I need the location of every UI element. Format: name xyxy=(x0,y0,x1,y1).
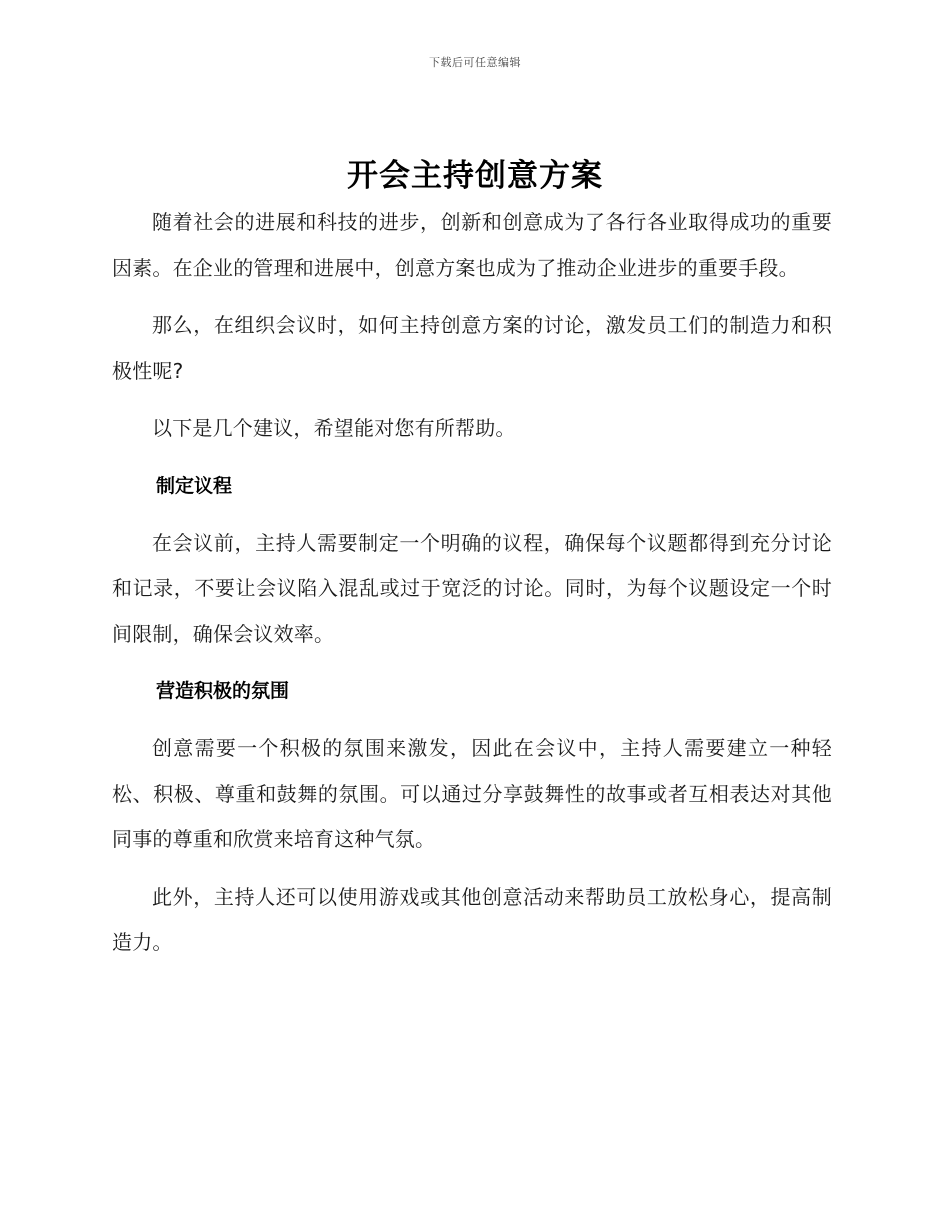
paragraph-agenda: 在会议前，主持人需要制定一个明确的议程，确保每个议题都得到充分讨论和记录，不要让会议陷入混乱或过于宽泛的讨论。同时，为每个议题设定一个时间限制，确保会议效率。 xyxy=(112,530,832,646)
paragraph-atmosphere: 创意需要一个积极的氛围来激发，因此在会议中，主持人需要建立一种轻松、积极、尊重和鼓舞的氛围。可以通过分享鼓舞性的故事或者互相表达对其他同事的尊重和欣赏来培育这种气氛。 xyxy=(112,736,832,851)
document-body xyxy=(112,200,832,978)
section-heading-agenda: 制定议程 xyxy=(156,474,233,497)
paragraph-intro: 随着社会的进展和科技的进步，创新和创意成为了各行各业取得成功的重要因素。在企业的管理和进展中，创意方案也成为了推动企业进步的重要手段。 xyxy=(112,210,832,280)
document-title: 开会主持创意方案 xyxy=(347,158,603,194)
section-heading-atmosphere: 营造积极的氛围 xyxy=(156,680,290,702)
header-note: 下载后可任意编辑 xyxy=(429,56,521,69)
paragraph-activities: 此外，主持人还可以使用游戏或其他创意活动来帮助员工放松身心，提高制造力。 xyxy=(112,884,832,954)
paragraph-suggestions-intro: 以下是几个建议，希望能对您有所帮助。 xyxy=(152,416,516,440)
paragraph-question: 那么，在组织会议时，如何主持创意方案的讨论，激发员工们的制造力和积极性呢? xyxy=(112,313,832,383)
